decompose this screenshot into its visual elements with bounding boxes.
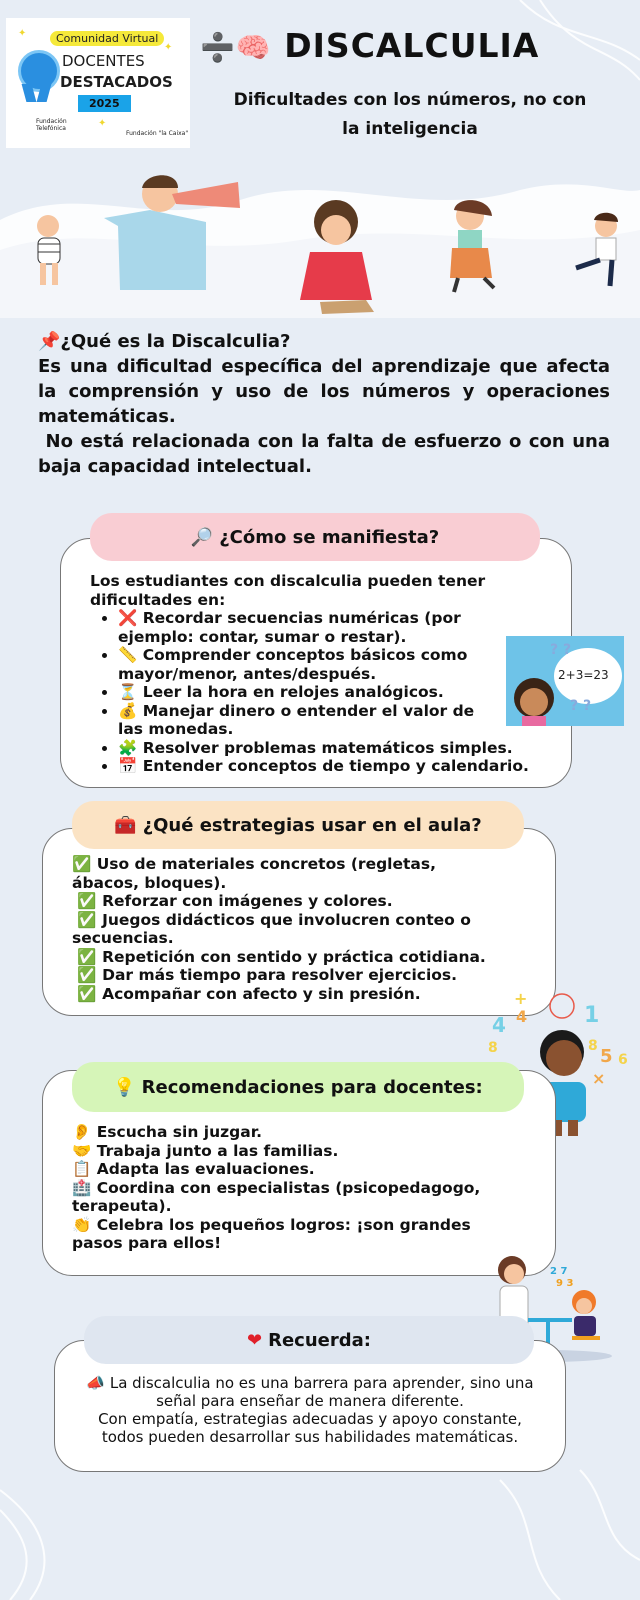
svg-text:8: 8 — [588, 1038, 598, 1054]
recuerda-content — [80, 1374, 540, 1446]
estrategias-content — [72, 855, 502, 1003]
manifiesta-header: 🔎 ¿Cómo se manifiesta? — [90, 513, 540, 561]
intro-heading: ¿Qué es la Discalculia? — [60, 331, 291, 352]
list-item: ✅ Repetición con sentido y práctica cotidiana. — [72, 947, 486, 966]
toolbox-icon: 🧰 — [114, 814, 137, 836]
list-item: 🏥 Coordina con especialistas (psicopedagogo, terapeuta). — [72, 1178, 481, 1215]
logo-fundacion-telefonica: Fundación Telefónica — [36, 118, 67, 132]
list-item: 🤝 Trabaja junto a las familias. — [72, 1141, 339, 1160]
list-item: ✅ Uso de materiales concretos (regletas, ábacos, bloques). — [72, 855, 442, 892]
community-pill: Comunidad Virtual — [50, 31, 164, 46]
children-illustration — [0, 160, 640, 318]
sparkle-icon: ✦ — [98, 118, 107, 129]
recuerda-header: ❤ Recuerda: — [84, 1316, 534, 1364]
equation-text: 2+3=23 — [558, 668, 609, 682]
svg-text:9 3: 9 3 — [556, 1278, 574, 1289]
list-item: ✅ Dar más tiempo para resolver ejercicios. — [72, 966, 458, 984]
list-item: • 📏 Comprender conceptos básicos como mayor/menor, antes/después. — [118, 646, 478, 683]
svg-text:+: + — [514, 992, 528, 1008]
list-item: • 📅 Entender conceptos de tiempo y calendario. — [118, 757, 530, 776]
svg-text:1: 1 — [584, 1003, 600, 1028]
list-item: ✅ Reforzar con imágenes y colores. — [72, 892, 393, 910]
svg-text:5: 5 — [600, 1046, 613, 1067]
recuerda-line1: 📣 La discalculia no es una barrera para aprender, sino una señal para enseñar de manera diferente. — [86, 1374, 534, 1410]
logo-fundacion-la-caixa: Fundación "la Caixa" — [126, 130, 189, 137]
svg-text:8: 8 — [488, 1040, 498, 1056]
intro-paragraph-1: Es una dificultad específica del aprendizaje que afecta la comprensión y uso de los números y operaciones matemáticas. — [38, 356, 610, 427]
list-item: ✅ Juegos didácticos que involucren conteo o secuencias. — [72, 910, 477, 947]
list-item: 👏 Celebra los pequeños logros: ¡son grandes pasos para ellos! — [72, 1215, 471, 1252]
docentes-destacados-badge — [6, 18, 190, 148]
list-item: • ❌ Recordar secuencias numéricas (por ejemplo: contar, sumar o restar). — [118, 609, 530, 646]
list-item: • ⏳ Leer la hora en relojes analógicos. — [118, 683, 530, 702]
recomendaciones-content — [72, 1123, 512, 1253]
svg-text:4: 4 — [516, 1007, 528, 1026]
heart-icon: ❤ — [247, 1329, 263, 1351]
magnifier-icon: 🔎 — [190, 526, 214, 548]
sparkle-icon: ✦ — [164, 42, 173, 53]
intro-paragraph-2: No está relacionada con la falta de esfuerzo o con una baja capacidad intelectual. — [38, 431, 617, 477]
badge-line1: DOCENTES — [62, 52, 145, 70]
recuerda-line2: Con empatía, estrategias adecuadas y apoyo constante, todos pueden desarrollar sus habilidades matemáticas. — [98, 1410, 522, 1446]
manifiesta-content — [90, 572, 530, 776]
list-item: • 💰 Manejar dinero o entender el valor de las monedas. — [118, 702, 488, 739]
page-title: ➗🧠 DISCALCULIA — [200, 26, 540, 65]
svg-text:? ?: ? ? — [550, 642, 572, 658]
svg-text:×: × — [592, 1069, 606, 1088]
pushpin-icon: 📌 — [38, 331, 61, 352]
svg-text:2 7: 2 7 — [550, 1266, 568, 1277]
sparkle-icon: ✦ — [18, 28, 27, 39]
list-item: ✅ Acompañar con afecto y sin presión. — [72, 984, 421, 1003]
badge-line2: DESTACADOS — [60, 73, 173, 91]
list-item: 👂 Escucha sin juzgar. — [72, 1123, 263, 1141]
divide-icon: ➗ — [200, 31, 236, 64]
thinking-girl-illustration — [506, 636, 624, 726]
intro-section — [38, 329, 617, 479]
svg-text:? ?: ? ? — [570, 698, 592, 714]
estrategias-header: 🧰 ¿Qué estrategias usar en el aula? — [72, 801, 524, 849]
manifiesta-lead: Los estudiantes con discalculia pueden tener dificultades en: — [90, 572, 486, 609]
svg-text:4: 4 — [492, 1013, 506, 1037]
brain-icon: 🧠 — [235, 31, 272, 64]
svg-text:6: 6 — [618, 1052, 628, 1068]
page-subtitle: Dificultades con los números, no con la inteligencia — [233, 90, 587, 139]
list-item: • 🧩 Resolver problemas matemáticos simples. — [118, 739, 530, 758]
recomendaciones-header: 💡 Recomendaciones para docentes: — [72, 1062, 524, 1112]
badge-year: 2025 — [78, 95, 131, 112]
list-item: 📋 Adapta las evaluaciones. — [72, 1160, 315, 1178]
lightbulb-icon: 💡 — [113, 1076, 136, 1098]
